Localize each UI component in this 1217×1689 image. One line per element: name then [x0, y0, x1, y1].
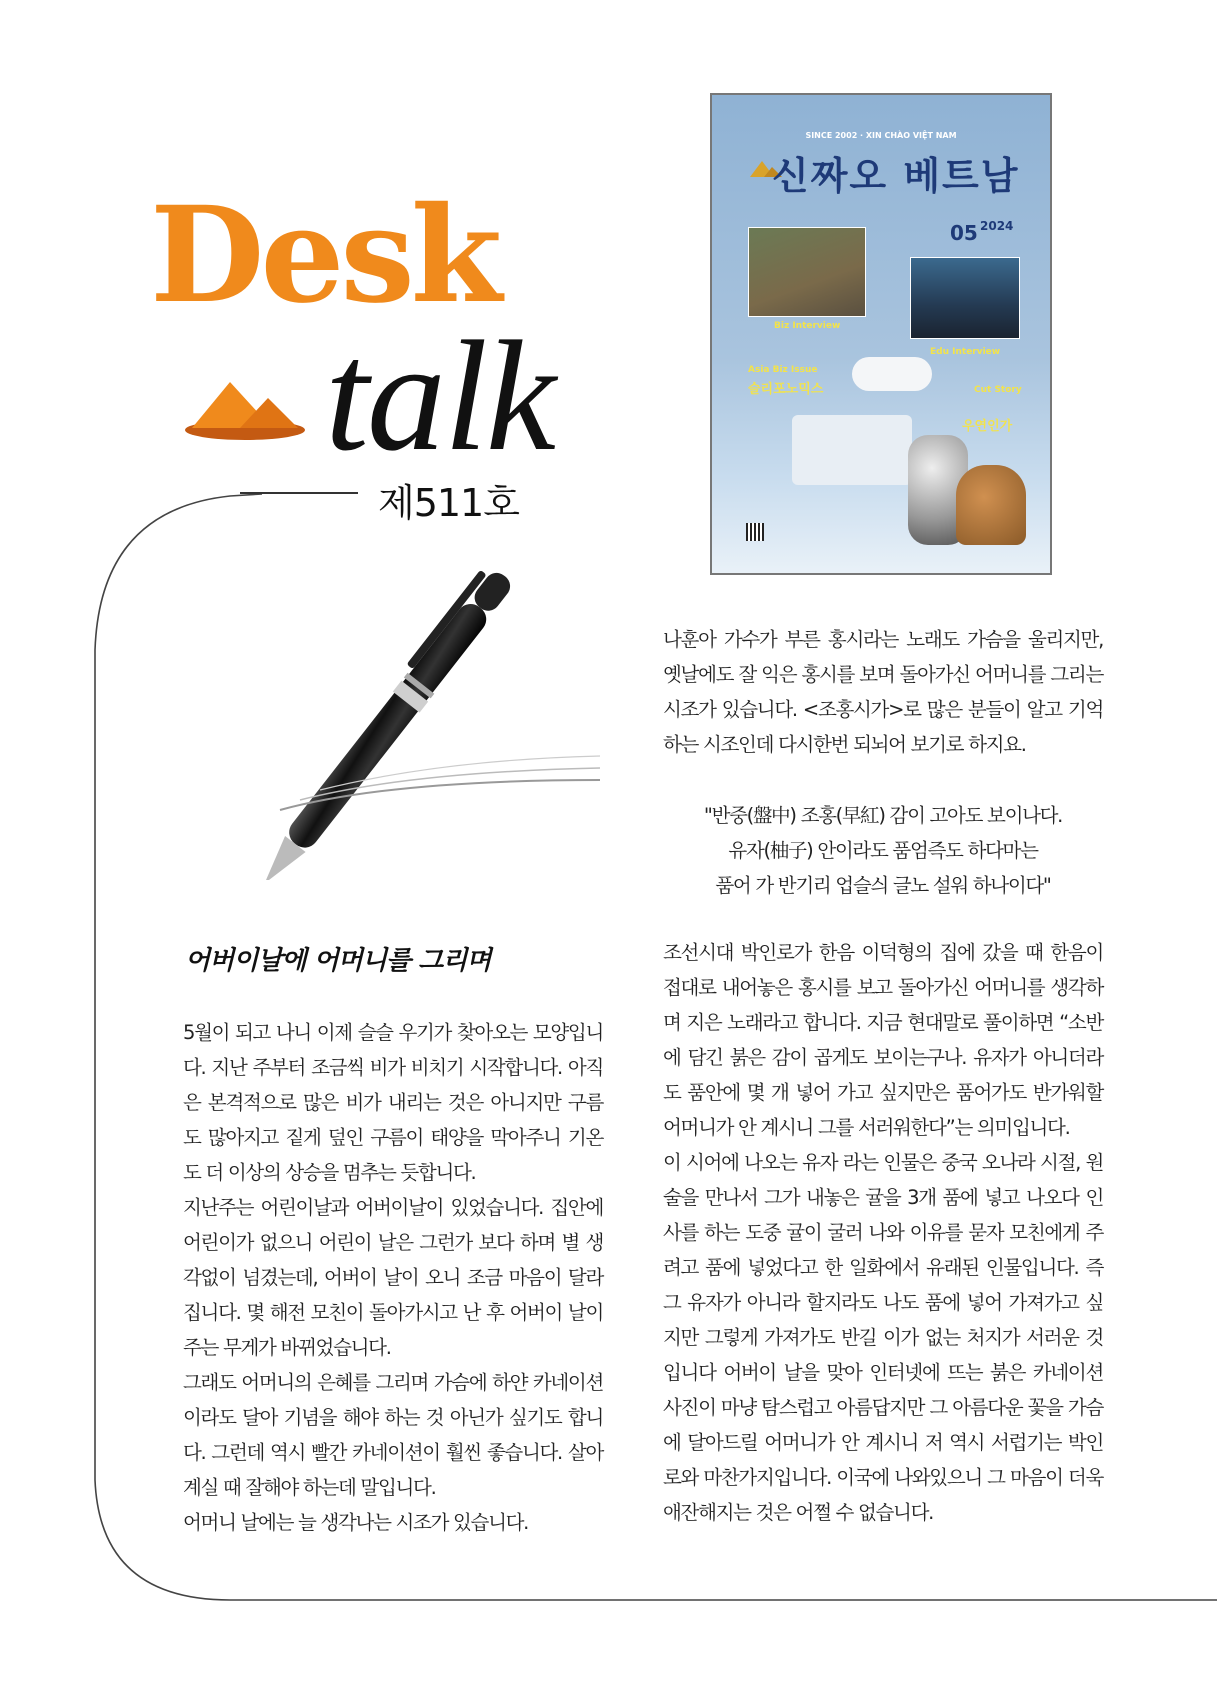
paragraph: 5월이 되고 나니 이제 슬슬 우기가 찾아오는 모양입니다. 지난 주부터 조금씩 비가 비치기 시작합니다. 아직은 본격적으로 많은 비가 내리는 것은 아니지만 구름도 많아지고 짙게 덮인 구름이 태양을 막아주니 기온도 더 이상의 상승을 멈추는 듯합니다.: [183, 1021, 603, 1184]
cover-issue-year: 2024: [980, 219, 1014, 233]
poem-line: 유자(柚子) 안이라도 품엄즉도 하다마는: [728, 839, 1038, 862]
poem-line: 품어 가 반기리 업슬싀 글노 설워 하나이다": [715, 874, 1051, 897]
cover-biz-interview: Biz Interview: [774, 321, 841, 331]
cover-photo-group: [910, 257, 1020, 339]
paragraph: 그래도 어머니의 은혜를 그리며 가슴에 하얀 카네이션이라도 달아 기념을 해야 하는 것 아닌가 싶기도 합니다. 그런데 역시 빨간 카네이션이 훨씬 좋습니다. 살아계실 때 잘해야 하는데 말입니다.: [183, 1371, 603, 1499]
cover-photo-farm: [748, 227, 866, 317]
intro-paragraph: [663, 622, 1103, 762]
issue-number: 제511호: [378, 481, 519, 525]
cover-since: SINCE 2002 · XIN CHÀO VIỆT NAM: [805, 131, 957, 140]
qr-code-icon: [746, 523, 764, 541]
cover-asia-biz: Asia Biz Issue: [748, 365, 818, 375]
right-column: [663, 935, 1103, 1530]
magazine-cover: [710, 93, 1052, 575]
pyramid-logo-icon: [180, 372, 310, 442]
cover-cloud: [852, 357, 932, 391]
cover-edu-interview: Edu Interview: [930, 347, 1001, 357]
paragraph: 어머니 날에는 늘 생각나는 시조가 있습니다.: [183, 1511, 529, 1534]
left-column: [183, 1015, 603, 1540]
cover-bed: [792, 415, 912, 485]
paragraph: 이 시어에 나오는 유자 라는 인물은 중국 오나라 시절, 원술을 만나서 그가 내놓은 귤을 3개 품에 넣고 나오다 인사를 하는 도중 귤이 굴러 나와 이유를 묻자 모친에게 주려고 품에 넣었다고 한 일화에서 유래된 인물입니다. 즉 그 유자가 아니라 할지라도 나도 품에 넣어 가져가고 싶지만 그렇게 가져가도 반길 이가 없는 처지가 서러운 것입니다 어버이 날을 맞아 인터넷에 뜨는 붉은 카네이션 사진이 마냥 탐스럽고 아름답지만 그 아름다운 꽃을 가슴에 달아드릴 어머니가 안 계시니 저 역시 서럽기는 박인로와 마찬가지입니다. 이국에 나와있으니 그 마음이 더욱 애잔해지는 것은 어쩔 수 없습니다.: [663, 1151, 1103, 1524]
cover-dog: [956, 465, 1026, 545]
intro-text: 나훈아 가수가 부른 홍시라는 노래도 가슴을 울리지만, 옛날에도 잘 익은 홍시를 보며 돌아가신 어머니를 그리는 시조가 있습니다. <조홍시가>로 많은 분들이 알고 기억하는 시조인데 다시한번 되뇌어 보기로 하지요.: [663, 628, 1103, 756]
cover-asia-biz-headline: 슬리포노믹스: [748, 382, 824, 397]
article-heading: 어버이날에 어머니를 그리며: [185, 946, 491, 976]
cover-issue-month: 05: [950, 221, 978, 245]
paragraph: 지난주는 어린이날과 어버이날이 있었습니다. 집안에 어린이가 없으니 어린이 날은 그런가 보다 하며 별 생각없이 넘겼는데, 어버이 날이 오니 조금 마음이 달라집니다. 몇 해전 모친이 돌아가시고 난 후 어버이 날이 주는 무게가 바뀌었습니다.: [183, 1196, 603, 1359]
cover-cut-story: Cut Story: [974, 385, 1022, 395]
title-talk: talk: [325, 309, 554, 484]
poem-block: [663, 798, 1103, 903]
title-desk: Desk: [150, 178, 499, 333]
cover-cut-story-headline: 우연인가: [962, 419, 1013, 434]
pen-icon: [240, 460, 620, 880]
cover-title: 신짜오 베트남: [772, 154, 1020, 198]
paragraph: 조선시대 박인로가 한음 이덕형의 집에 갔을 때 한음이 접대로 내어놓은 홍시를 보고 돌아가신 어머니를 생각하며 지은 노래라고 합니다. 지금 현대말로 풀이하면 “소반에 담긴 붉은 감이 곱게도 보이는구나. 유자가 아니더라도 품안에 몇 개 넣어 가고 싶지만은 품어가도 반가워할 어머니가 안 계시니 그를 서러워한다”는 의미입니다.: [663, 941, 1103, 1139]
poem-line: "반중(盤中) 조홍(早紅) 감이 고아도 보이나다.: [703, 804, 1063, 827]
